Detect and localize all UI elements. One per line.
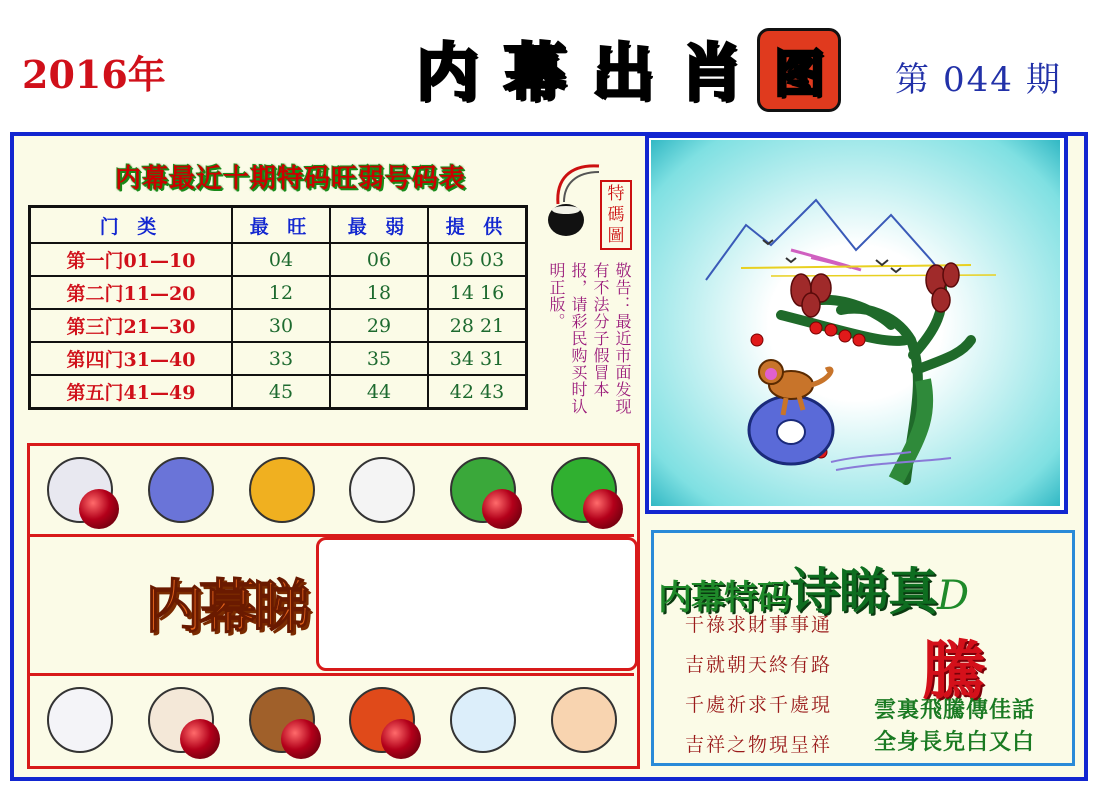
group-cell: 第四门31—40 xyxy=(30,342,233,375)
snake-icon xyxy=(543,449,625,531)
min-cell: 35 xyxy=(330,342,428,375)
max-cell: 12 xyxy=(232,276,330,309)
rat-icon xyxy=(39,449,121,531)
poem-title-small: 内幕特码 xyxy=(658,578,790,618)
min-cell: 18 xyxy=(330,276,428,309)
masthead-char: 幕 xyxy=(503,35,566,109)
issue-label xyxy=(895,52,1062,101)
number-table xyxy=(28,205,528,410)
mountain-outline xyxy=(706,200,951,285)
table-row xyxy=(30,309,527,342)
group-cell: 第三门21—30 xyxy=(30,309,233,342)
animal-face xyxy=(551,687,617,753)
notice-text: 敬告：最近市面发现有不法分子假冒本报，请彩民购买时认明正版。 xyxy=(547,262,632,415)
group-cell: 第五门41—49 xyxy=(30,375,233,409)
table-row xyxy=(30,375,527,409)
provide-cell: 05 03 xyxy=(428,243,527,276)
issue-number: 044 xyxy=(943,60,1014,100)
masthead-char: 图 xyxy=(757,28,841,112)
verse-line: 雲裏飛騰傳佳話 xyxy=(874,697,1036,723)
poem-title-big: 诗睇真 xyxy=(790,563,937,621)
animal-face xyxy=(47,687,113,753)
masthead-title xyxy=(405,28,850,108)
masthead-char: 出 xyxy=(591,35,654,109)
header-max: 最 旺 xyxy=(232,207,330,244)
max-cell: 33 xyxy=(232,342,330,375)
max-cell: 04 xyxy=(232,243,330,276)
zodiac-middle-title: 内幕睇 xyxy=(145,573,308,641)
landscape-svg xyxy=(651,140,1060,506)
dragon-icon xyxy=(442,449,524,531)
rabbit-icon xyxy=(341,449,423,531)
goat-icon xyxy=(140,679,222,761)
stamp-box xyxy=(600,180,632,250)
masthead-char: 内 xyxy=(415,35,478,109)
provide-cell: 34 31 xyxy=(428,342,527,375)
blank-answer-box xyxy=(316,537,638,671)
table-row xyxy=(30,342,527,375)
red-ball-icon xyxy=(381,719,421,759)
group-cell: 第一门01—10 xyxy=(30,243,233,276)
ox-icon xyxy=(140,449,222,531)
header-provide: 提 供 xyxy=(428,207,527,244)
dog-icon xyxy=(442,679,524,761)
zodiac-bottom-row xyxy=(30,673,634,764)
min-cell: 44 xyxy=(330,375,428,409)
animal-face xyxy=(249,457,315,523)
tiger-icon xyxy=(241,449,323,531)
issue-suffix: 期 xyxy=(1025,60,1062,100)
red-ball-icon xyxy=(281,719,321,759)
max-cell: 30 xyxy=(232,309,330,342)
table-header-row xyxy=(30,207,527,244)
pot-icon xyxy=(544,160,604,250)
min-cell: 29 xyxy=(330,309,428,342)
stamp-text: 特碼圖 xyxy=(607,183,625,246)
red-ball-icon xyxy=(583,489,623,529)
verse-line: 全身長皃白又白 xyxy=(874,729,1036,755)
poem-line: 吉祥之物現呈祥 xyxy=(685,734,833,756)
table-title: 内幕最近十期特码旺弱号码表 xyxy=(115,164,467,194)
decorative-swash: D xyxy=(937,573,969,619)
table-row xyxy=(30,276,527,309)
provide-cell: 14 16 xyxy=(428,276,527,309)
animal-face xyxy=(349,457,415,523)
provide-cell: 28 21 xyxy=(428,309,527,342)
horse-icon xyxy=(39,679,121,761)
table-row xyxy=(30,243,527,276)
red-ball-icon xyxy=(180,719,220,759)
bird-icon xyxy=(876,260,888,265)
monkey-tree-illustration xyxy=(651,140,1060,506)
poem-line: 千處祈求千處現 xyxy=(685,694,833,716)
rooster-icon xyxy=(341,679,423,761)
year-label: 2016年 xyxy=(22,52,166,97)
pig-icon xyxy=(543,679,625,761)
red-ball-icon xyxy=(482,489,522,529)
zodiac-top-row xyxy=(30,446,634,537)
group-cell: 第二门11—20 xyxy=(30,276,233,309)
animal-face xyxy=(148,457,214,523)
monkey-icon xyxy=(241,679,323,761)
header-min: 最 弱 xyxy=(330,207,428,244)
red-ball-icon xyxy=(79,489,119,529)
masthead-char: 肖 xyxy=(679,35,742,109)
issue-prefix: 第 xyxy=(895,60,931,100)
poem-line: 吉就朝天終有路 xyxy=(685,654,833,676)
poem-lines xyxy=(685,605,832,765)
animal-face xyxy=(450,687,516,753)
poem-verse xyxy=(874,694,1035,758)
ground-lines xyxy=(831,452,951,470)
bird-icon xyxy=(786,258,796,262)
poem-line: 干祿求財事事通 xyxy=(685,614,833,636)
min-cell: 06 xyxy=(330,243,428,276)
provide-cell: 42 43 xyxy=(428,375,527,409)
header-category: 门 类 xyxy=(30,207,233,244)
bird-icon xyxy=(891,268,901,272)
poem-answer: 騰 xyxy=(922,634,986,709)
max-cell: 45 xyxy=(232,375,330,409)
